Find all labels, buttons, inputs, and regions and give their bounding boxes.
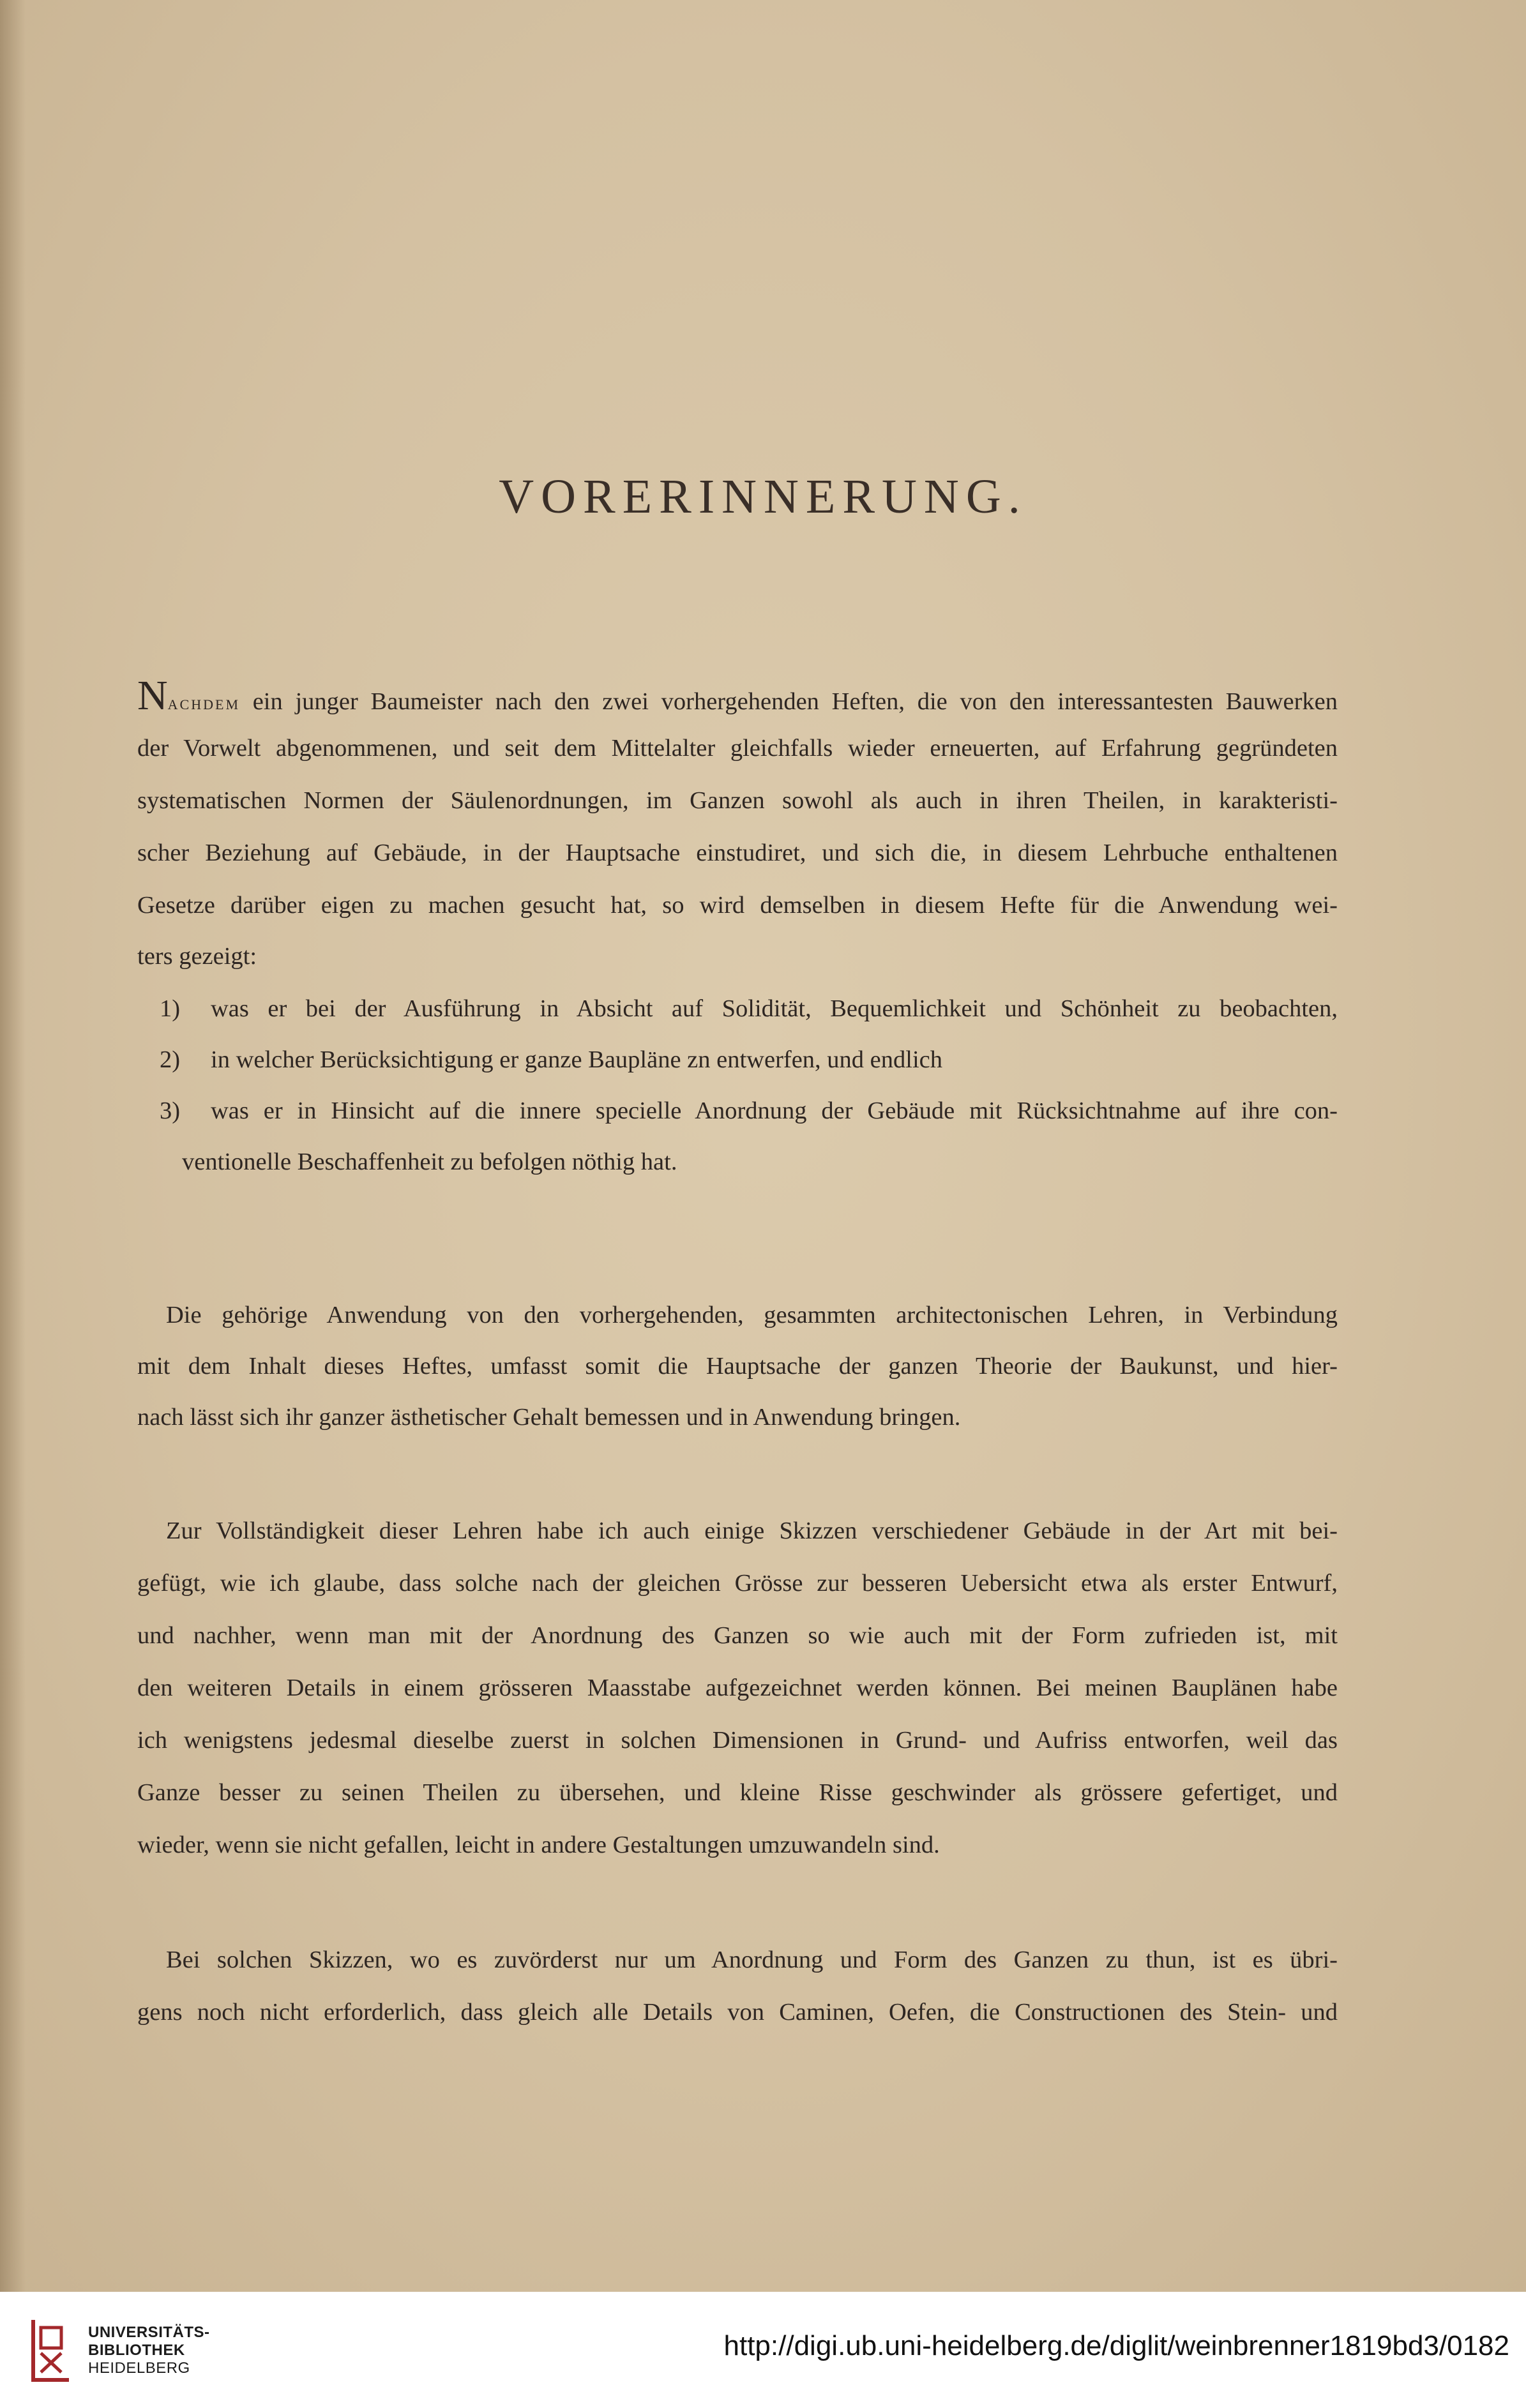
list-number: 3) — [160, 1097, 181, 1124]
text-line: scher Beziehung auf Gebäude, in der Hauptsache einstudiret, und sich die, in diesem Lehrbuche enthaltenen — [137, 839, 1338, 866]
text-line: ich wenigstens jedesmal dieselbe zuerst in solchen Dimensionen in Grund- und Aufriss entworfen, weil das — [137, 1727, 1338, 1754]
source-url-link[interactable]: http://digi.ub.uni-heidelberg.de/diglit/weinbrenner1819bd3/0182 — [723, 2330, 1509, 2361]
page-title: VORERINNERUNG. — [499, 470, 1027, 523]
list-text: in welcher Berücksichtigung er ganze Baupläne zn entwerfen, und endlich — [211, 1046, 942, 1073]
university-logo-icon — [31, 2315, 72, 2385]
text-line: ters gezeigt: — [137, 943, 257, 970]
list-item — [182, 1143, 1338, 1181]
list-item — [160, 1041, 1338, 1079]
text-line: Die gehörige Anwendung von den vorhergehenden, gesammten architectonischen Lehren, in Verbindung — [166, 1302, 1338, 1328]
list-text: was er in Hinsicht auf die innere specielle Anordnung der Gebäude mit Rücksichtnahme auf ihre con- — [211, 1097, 1338, 1124]
logo-line: HEIDELBERG — [88, 2359, 190, 2377]
text-line: gens noch nicht erforderlich, dass gleich alle Details von Caminen, Oefen, die Constructionen des Stein- und — [137, 1999, 1338, 2026]
list-number: 1) — [160, 995, 181, 1022]
text-line: und nachher, wenn man mit der Anordnung des Ganzen so wie auch mit der Form zufrieden ist, mit — [137, 1622, 1338, 1649]
text-line: den weiteren Details in einem grösseren Maasstabe aufgezeichnet werden können. Bei meinen Bauplänen habe — [137, 1674, 1338, 1701]
text-line-content: ein junger Baumeister nach den zwei vorhergehenden Heften, die von den interessantesten Bauwerken — [240, 688, 1338, 715]
text-line — [137, 672, 1338, 719]
text-line: Ganze besser zu seinen Theilen zu übersehen, und kleine Risse geschwinder als grössere gefertiget, und — [137, 1779, 1338, 1806]
text-line: mit dem Inhalt dieses Heftes, umfasst somit die Hauptsache der ganzen Theorie der Baukunst, und hier- — [137, 1353, 1338, 1380]
text-line: wieder, wenn sie nicht gefallen, leicht in andere Gestaltungen umzuwandeln sind. — [137, 1832, 940, 1858]
list-number: 2) — [160, 1046, 181, 1073]
logo-line: BIBLIOTHEK — [88, 2342, 185, 2359]
text-line: der Vorwelt abgenommenen, und seit dem Mittelalter gleichfalls wieder erneuerten, auf Erfahrung gegründeten — [137, 735, 1338, 762]
logo-text — [88, 2324, 210, 2377]
list-item — [160, 990, 1338, 1028]
text-line: Gesetze darüber eigen zu machen gesucht hat, so wird demselben in diesem Hefte für die Anwendung wei- — [137, 892, 1338, 919]
logo-line: UNIVERSITÄTS- — [88, 2324, 210, 2341]
dropcap: N — [137, 672, 168, 719]
lead-smallcaps: achdem — [167, 691, 241, 714]
text-line: Bei solchen Skizzen, wo es zuvörderst nur um Anordnung und Form des Ganzen zu thun, ist es übri- — [166, 1946, 1338, 1973]
text-line: nach lässt sich ihr ganzer ästhetischer Gehalt bemessen und in Anwendung bringen. — [137, 1404, 961, 1431]
list-text: ventionelle Beschaffenheit zu befolgen nöthig hat. — [182, 1148, 677, 1175]
list-text: was er bei der Ausführung in Absicht auf Solidität, Bequemlichkeit und Schönheit zu beobachten, — [211, 995, 1338, 1022]
text-line: gefügt, wie ich glaube, dass solche nach der gleichen Grösse zur besseren Uebersicht etwa als erster Entwurf, — [137, 1570, 1338, 1597]
text-line: Zur Vollständigkeit dieser Lehren habe ich auch einige Skizzen verschiedener Gebäude in der Art mit bei- — [166, 1517, 1338, 1544]
list-item — [160, 1092, 1338, 1130]
footer-bar — [0, 2292, 1526, 2408]
text-line: systematischen Normen der Säulenordnungen, im Ganzen sowohl als auch in ihren Theilen, in karakteristi- — [137, 787, 1338, 814]
page-edge-shadow — [0, 0, 26, 2292]
